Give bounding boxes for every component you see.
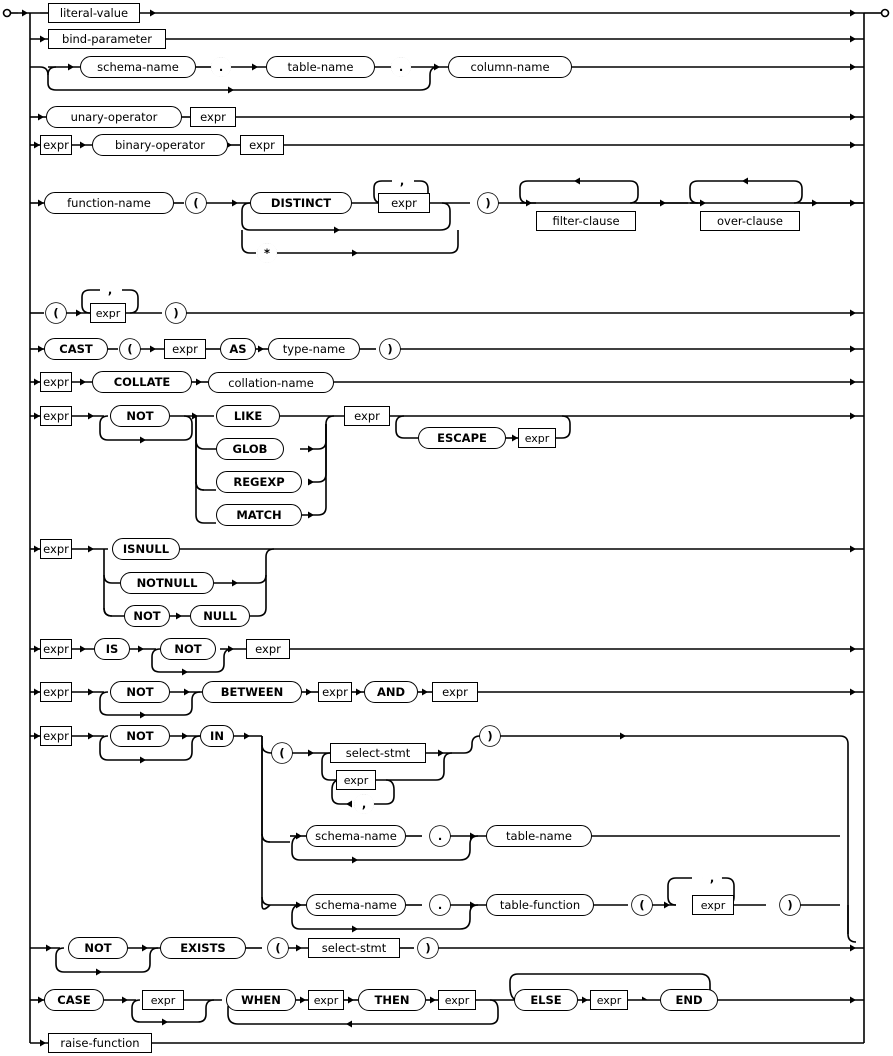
node-bind-parameter xyxy=(48,29,166,49)
node-label: MATCH xyxy=(236,508,282,522)
node-else-keyword xyxy=(514,989,578,1011)
node-expr-table-function xyxy=(692,895,734,915)
node-label: expr xyxy=(200,110,226,124)
node-label: ) xyxy=(787,898,793,912)
node-label: NOT xyxy=(126,685,154,699)
node-expr-then xyxy=(438,990,476,1010)
node-label: ) xyxy=(485,196,491,210)
node-label: NOT xyxy=(126,729,154,743)
node-label: expr xyxy=(43,729,69,743)
node-label: filter-clause xyxy=(552,214,620,228)
node-rparen-cast xyxy=(380,339,400,359)
node-label: expr xyxy=(354,409,380,423)
node-literal-value xyxy=(48,3,140,23)
node-select-stmt-exists xyxy=(308,938,400,958)
node-label: expr xyxy=(255,642,281,656)
node-table-name-1 xyxy=(266,56,375,78)
node-type-name xyxy=(268,338,360,360)
node-label: expr xyxy=(442,685,468,699)
node-label: END xyxy=(675,993,703,1007)
node-exists-keyword xyxy=(160,937,246,959)
node-label: . xyxy=(437,829,443,843)
node-dot-in-func xyxy=(430,895,450,915)
node-when-keyword xyxy=(226,989,296,1011)
node-label: expr xyxy=(95,306,121,320)
node-label: AND xyxy=(376,685,406,699)
node-label: EXISTS xyxy=(180,941,226,955)
node-label: ( xyxy=(639,898,645,912)
node-label: expr xyxy=(172,342,198,356)
node-label: ) xyxy=(173,306,179,320)
node-table-function xyxy=(486,894,594,916)
node-label: expr xyxy=(596,993,622,1007)
node-label: schema-name xyxy=(97,60,179,74)
node-label: IN xyxy=(210,729,224,743)
node-comma-table-function xyxy=(702,868,722,888)
node-null-keyword xyxy=(190,605,250,627)
node-label: NOTNULL xyxy=(136,576,198,590)
node-label: AS xyxy=(229,342,247,356)
node-expr-unary xyxy=(190,107,236,127)
node-cast-keyword xyxy=(44,338,108,360)
node-not-between xyxy=(110,681,170,703)
node-not-exists xyxy=(68,937,128,959)
node-expr-isnull xyxy=(40,539,72,559)
node-label: GLOB xyxy=(232,442,268,456)
node-label: expr xyxy=(249,138,275,152)
node-expr-func-arg xyxy=(378,193,430,213)
node-expr-when xyxy=(308,990,344,1010)
node-escape-keyword xyxy=(418,427,506,449)
node-label: , xyxy=(107,283,113,297)
node-label: literal-value xyxy=(59,6,129,20)
node-not-null-not xyxy=(124,605,170,627)
node-filter-clause xyxy=(536,211,636,231)
node-dot-2 xyxy=(391,57,411,77)
node-comma-func xyxy=(392,171,412,191)
node-label: bind-parameter xyxy=(62,32,152,46)
node-label: ( xyxy=(275,941,281,955)
node-dot-1 xyxy=(211,57,231,77)
node-distinct-keyword xyxy=(250,192,352,214)
node-label: expr xyxy=(391,196,417,210)
node-label: REGEXP xyxy=(233,475,285,489)
node-label: schema-name xyxy=(315,829,397,843)
node-label: , xyxy=(399,174,405,188)
node-regexp-keyword xyxy=(216,471,302,493)
node-label: ESCAPE xyxy=(437,431,487,445)
node-end-keyword xyxy=(660,989,718,1011)
node-label: expr xyxy=(150,993,176,1007)
node-column-name xyxy=(448,56,572,78)
node-expr-between-low xyxy=(318,682,352,702)
node-label: expr xyxy=(43,685,69,699)
node-expr-between xyxy=(40,682,72,702)
node-expr-like xyxy=(40,406,72,426)
node-expr-collate xyxy=(40,372,72,392)
node-over-clause xyxy=(700,211,800,231)
node-label: expr xyxy=(343,773,369,787)
node-case-keyword xyxy=(44,989,104,1011)
node-label: . xyxy=(218,60,224,74)
node-label: WHEN xyxy=(241,993,281,1007)
node-label: table-name xyxy=(506,829,572,843)
node-label: table-name xyxy=(287,60,354,74)
node-label: expr xyxy=(313,993,339,1007)
node-label: ( xyxy=(127,342,133,356)
node-then-keyword xyxy=(358,989,426,1011)
node-rparen-list xyxy=(166,303,186,323)
node-and-keyword xyxy=(364,681,418,703)
node-expr-like-right xyxy=(344,406,390,426)
node-label: . xyxy=(398,60,404,74)
node-label: type-name xyxy=(282,342,346,356)
node-as-keyword xyxy=(220,338,256,360)
node-label: . xyxy=(437,898,443,912)
node-label: ELSE xyxy=(530,993,562,1007)
node-expr-list xyxy=(90,303,126,323)
node-unary-operator xyxy=(46,106,182,128)
node-schema-name xyxy=(80,56,196,78)
node-expr-binary-left xyxy=(40,135,72,155)
node-expr-in xyxy=(40,726,72,746)
node-label: * xyxy=(263,246,270,260)
node-label: LIKE xyxy=(233,409,263,423)
node-match-keyword xyxy=(216,504,302,526)
node-collate-keyword xyxy=(92,371,192,393)
node-schema-name-in-table xyxy=(306,825,406,847)
node-expr-escape xyxy=(518,428,556,448)
node-label: schema-name xyxy=(315,898,397,912)
node-label: , xyxy=(709,871,715,885)
node-function-name xyxy=(44,192,174,214)
node-label: unary-operator xyxy=(70,110,158,124)
node-is-keyword xyxy=(94,638,130,660)
node-label: BETWEEN xyxy=(220,685,284,699)
node-notnull-keyword xyxy=(120,572,214,594)
node-label: collation-name xyxy=(228,375,314,390)
node-between-keyword xyxy=(202,681,302,703)
node-label: IS xyxy=(105,642,119,656)
node-lparen-exists xyxy=(268,938,288,958)
node-label: over-clause xyxy=(717,214,783,228)
node-collation-name xyxy=(208,372,334,393)
node-expr-binary-right xyxy=(240,135,284,155)
node-expr-is-right xyxy=(246,639,290,659)
node-label: expr xyxy=(700,898,726,912)
node-expr-else xyxy=(590,990,628,1010)
node-label: expr xyxy=(43,542,69,556)
node-rparen-in xyxy=(480,726,500,746)
node-expr-case-operand xyxy=(142,990,184,1010)
node-label: ( xyxy=(53,306,59,320)
node-label: expr xyxy=(43,375,69,389)
node-expr-in-list xyxy=(336,770,376,790)
node-isnull-keyword xyxy=(112,538,180,560)
node-label: CAST xyxy=(59,342,93,356)
node-schema-name-in-func xyxy=(306,894,406,916)
node-label: expr xyxy=(43,409,69,423)
node-select-stmt-in xyxy=(330,743,426,763)
node-rparen-func xyxy=(478,193,498,213)
node-label: select-stmt xyxy=(345,746,411,760)
node-label: NOT xyxy=(126,409,154,423)
node-label: , xyxy=(361,797,367,811)
node-table-name-in xyxy=(486,825,592,847)
node-lparen-in xyxy=(272,743,292,763)
node-label: binary-operator xyxy=(115,138,205,152)
node-label: raise-function xyxy=(60,1036,140,1050)
node-label: ) xyxy=(387,342,393,356)
node-expr-cast xyxy=(164,339,206,359)
node-rparen-table-function xyxy=(780,895,800,915)
node-label: ) xyxy=(425,941,431,955)
node-label: THEN xyxy=(374,993,410,1007)
node-expr-is-left xyxy=(40,639,72,659)
node-not-like xyxy=(110,405,170,427)
node-lparen-list xyxy=(46,303,66,323)
node-label: NOT xyxy=(174,642,202,656)
node-not-in xyxy=(110,725,170,747)
node-comma-list xyxy=(100,280,120,300)
node-label: table-function xyxy=(499,898,581,912)
node-label: DISTINCT xyxy=(270,196,332,210)
node-label: CASE xyxy=(57,993,91,1007)
node-label: function-name xyxy=(67,196,151,210)
node-label: column-name xyxy=(470,60,550,74)
node-label: COLLATE xyxy=(113,375,171,389)
node-label: expr xyxy=(322,685,348,699)
node-lparen-func xyxy=(186,193,206,213)
node-expr-between-high xyxy=(432,682,478,702)
node-label: NULL xyxy=(203,609,237,623)
node-label: NOT xyxy=(133,609,161,623)
node-label: ( xyxy=(193,196,199,210)
node-label: NOT xyxy=(84,941,112,955)
node-comma-in xyxy=(354,794,374,814)
node-label: expr xyxy=(43,642,69,656)
node-raise-function xyxy=(48,1033,152,1053)
node-label: expr xyxy=(524,431,550,445)
node-label: ) xyxy=(487,729,493,743)
node-binary-operator xyxy=(92,134,228,156)
node-dot-in-table xyxy=(430,826,450,846)
node-in-keyword xyxy=(200,725,234,747)
node-label: ISNULL xyxy=(122,542,170,556)
node-label: ( xyxy=(279,746,285,760)
node-label: select-stmt xyxy=(321,941,387,955)
node-label: expr xyxy=(43,138,69,152)
node-rparen-exists xyxy=(418,938,438,958)
node-glob-keyword xyxy=(216,438,284,460)
node-not-is xyxy=(160,638,216,660)
node-like-keyword xyxy=(216,405,280,427)
node-star xyxy=(257,243,277,263)
node-lparen-table-function xyxy=(632,895,652,915)
node-label: expr xyxy=(444,993,470,1007)
node-lparen-cast xyxy=(120,339,140,359)
